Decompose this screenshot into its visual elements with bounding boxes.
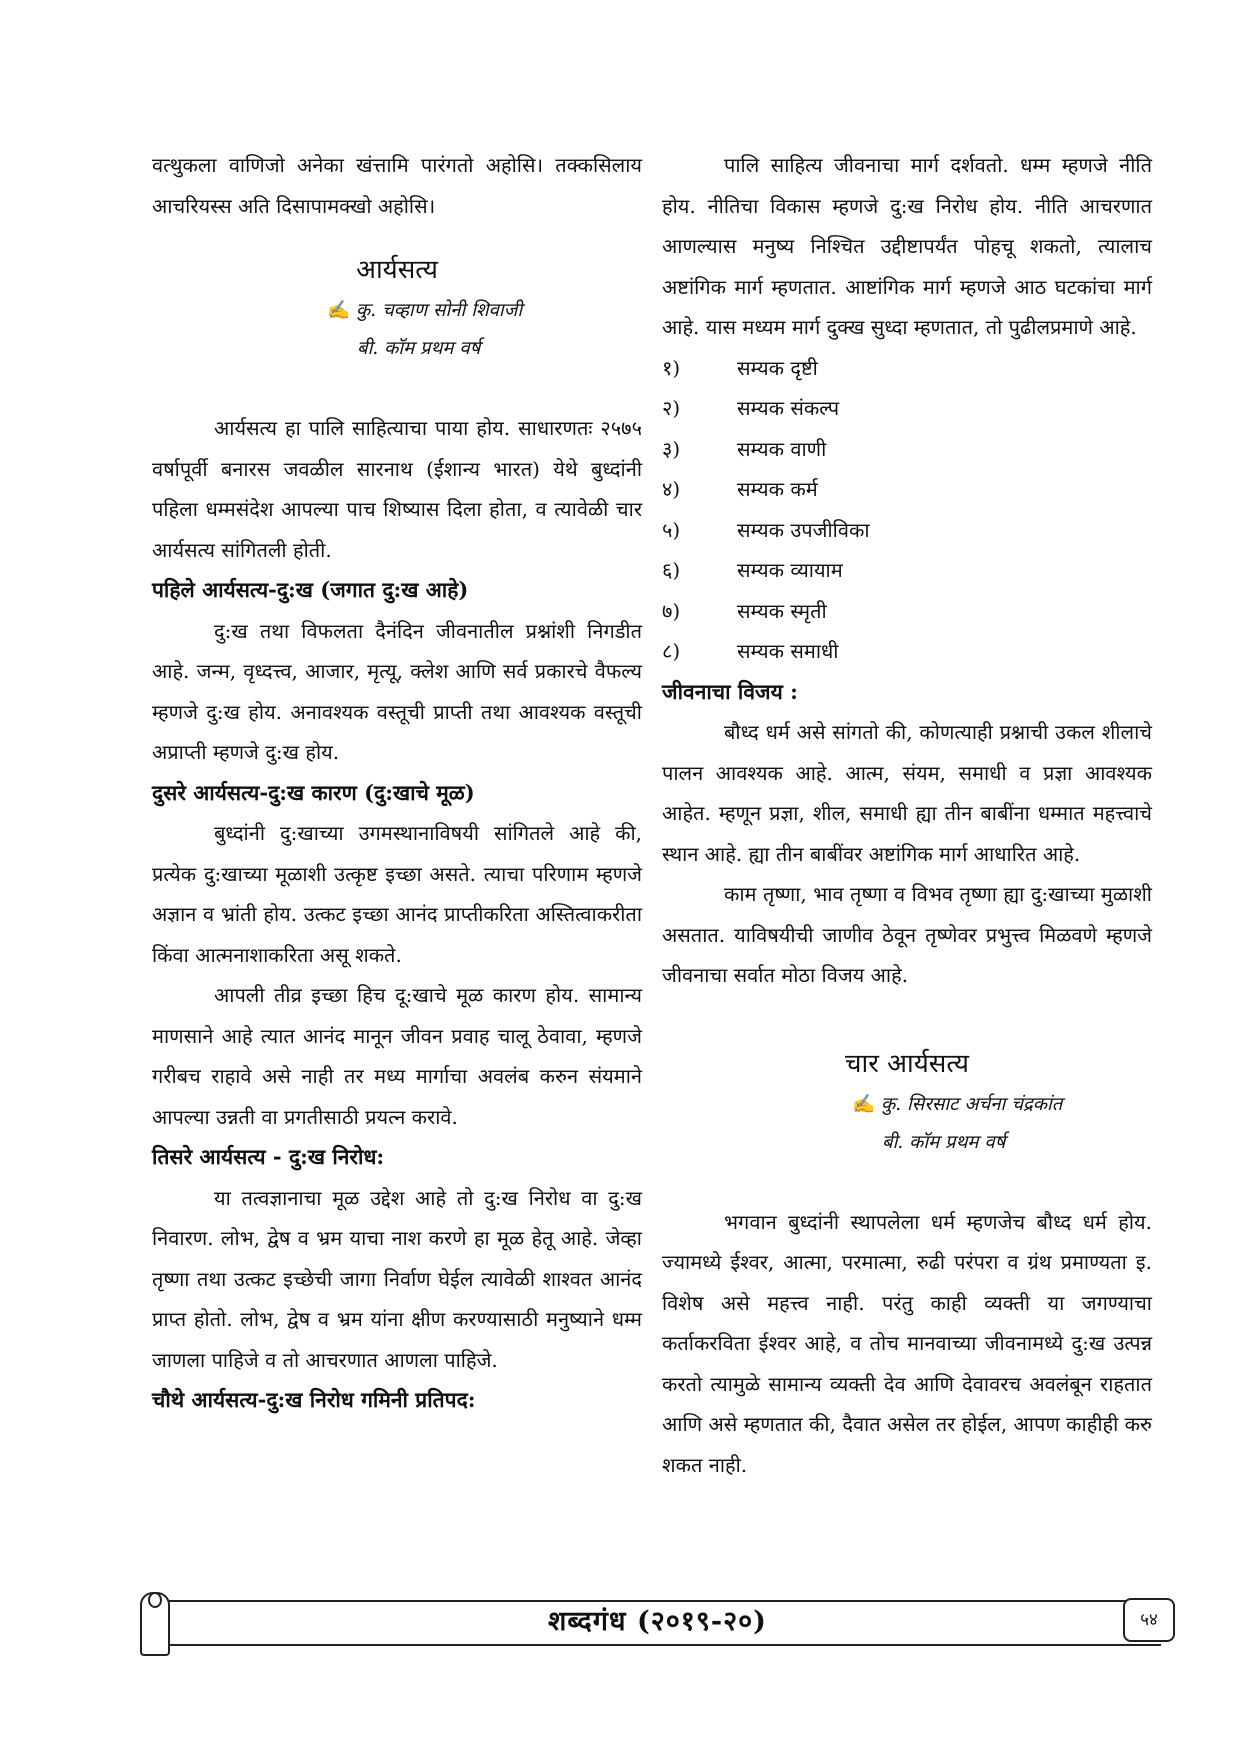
section-heading: चौथे आर्यसत्य-दु:ख निरोध गमिनी प्रतिपद: (152, 1387, 476, 1412)
article-title-char-aryasatya: चार आर्यसत्य (845, 1048, 969, 1079)
list-item: ८) सम्यक समाधी (662, 639, 839, 663)
author-line (152, 292, 642, 330)
paragraph: काम तृष्णा, भाव तृष्णा व विभव तृष्णा ह्या दु:खाच्या मुळाशी असतात. याविषयीची जाणीव ठेवून तृष्णेवर प्रभुत्त्व मिळवणे म्हणजे जीवनाचा सर्वात मोठा विजय आहे. (662, 882, 1152, 987)
pen-icon: ✍ (327, 300, 351, 321)
paragraph: या तत्वज्ञानाचा मूळ उद्देश आहे तो दु:ख निरोध वा दु:ख निवारण. लोभ, द्वेष व भ्रम याचा नाश करणे हा मूळ हेतू आहे. जेव्हा तृष्णा तथा उत्कट इच्छेची जागा निर्वाण घेईल त्यावेळी शाश्वत आनंद प्राप्त होतो. लोभ, द्वेष व भ्रम यांना क्षीण करण्यासाठी मनुष्याने धम्म जाणला पाहिजे व तो आचरणात आणला पाहिजे. (152, 1185, 642, 1372)
list-item: ७) सम्यक स्मृती (662, 598, 827, 623)
list-item: ५) सम्यक उपजीविका (662, 517, 870, 542)
list-item: २) सम्यक संकल्प (662, 396, 840, 420)
section-heading: जीवनाचा विजय : (662, 678, 798, 704)
right-column (662, 145, 1152, 1485)
article-title-aryasatya: आर्यसत्य (356, 255, 438, 285)
paragraph: बौध्द धर्म असे सांगतो की, कोणत्याही प्रश्नाची उकल शीलाचे पालन आवश्यक आहे. आत्म, संयम, समाधी व प्रज्ञा आवश्यक आहेत. म्हणून प्रज्ञा, शील, समाधी ह्या तीन बाबींना धम्मात महत्त्वाचे स्थान आहे. ह्या तीन बाबींवर अष्टांगिक मार्ग आधारित आहे. (662, 720, 1152, 866)
paragraph: बुध्दांनी दु:खाच्या उगमस्थानाविषयी सांगितले आहे की, प्रत्येक दु:खाच्या मूळाशी उत्कृष्ट इच्छा असते. त्याचा परिणाम म्हणजे अज्ञान व भ्रांती होय. उत्कट इच्छा आनंद प्राप्तीकरिता अस्तित्वाकरीता किंवा आत्मनाशाकरिता असू शकते. (152, 821, 642, 967)
author-name: कु. चव्हाण सोनी शिवाजी (356, 300, 523, 321)
list-item: १) सम्यक दृष्टी (662, 355, 818, 380)
left-column (152, 145, 642, 1421)
eightfold-path-list (662, 348, 1152, 672)
author-class: बी. कॉम प्रथम वर्ष (882, 1131, 1006, 1153)
paragraph: दु:ख तथा विफलता दैनंदिन जीवनातील प्रश्नांशी निगडीत आहे. जन्म, वृध्दत्त्व, आजार, मृत्यू, क्लेश आणि सर्व प्रकारचे वैफल्य म्हणजे दु:ख होय. अनावश्यक वस्तूची प्राप्ती तथा आवश्यक वस्तूची अप्राप्ती म्हणजे दु:ख होय. (152, 618, 642, 764)
intro-text: वत्थुकला वाणिजो अनेका खंत्तामि पारंगतो अहोसि। तक्कसिलाय आचरियस्स अति दिसापामक्खो अहोसि। (152, 153, 642, 218)
author-line (662, 1086, 1152, 1124)
paragraph: आपली तीव्र इच्छा हिच दू:खाचे मूळ कारण होय. सामान्य माणसाने आहे त्यात आनंद मानून जीवन प्रवाह चालू ठेवावा, म्हणजे गरीबच राहावे असे नाही तर मध्य मार्गाचा अवलंब करुन संयमाने आपल्या उन्नती वा प्रगतीसाठी प्रयत्न करावे. (152, 983, 642, 1129)
section-heading: दुसरे आर्यसत्य-दु:ख कारण (दु:खाचे मूळ) (152, 779, 475, 805)
pen-icon: ✍ (852, 1093, 876, 1115)
list-item: ३) सम्यक वाणी (662, 436, 827, 461)
list-item: ६) सम्यक व्यायाम (662, 558, 843, 582)
paragraph: आर्यसत्य हा पालि साहित्याचा पाया होय. साधारणतः २५७५ वर्षापूर्वी बनारस जवळील सारनाथ (ईशान्य भारत) येथे बुध्दांनी पहिला धम्मसंदेश आपल्या पाच शिष्यास दिला होता, व त्यावेळी चार आर्यसत्य सांगितली होती. (152, 416, 642, 562)
author-name: कु. सिरसाट अर्चना चंद्रकांत (881, 1093, 1063, 1115)
page-footer (140, 1592, 1175, 1652)
magazine-title: शब्दगंध (२०१९-२०) (548, 1606, 767, 1637)
list-item: ४) सम्यक कर्म (662, 477, 818, 501)
page-number: ५४ (1123, 1598, 1175, 1642)
paragraph: भगवान बुध्दांनी स्थापलेला धर्म म्हणजेच बौध्द धर्म होय. ज्यामध्ये ईश्वर, आत्मा, परमात्मा, रुढी परंपरा व ग्रंथ प्रमाण्यता इ. विशेष असे महत्त्व नाही. परंतु काही व्यक्ती या जगण्याचा कर्ताकरविता ईश्वर आहे, व तोच मानवाच्या जीवनामध्ये दु:ख उत्पन्न करतो त्यामुळे सामान्य व्यक्ती देव आणि देवावरच अवलंबून राहतात आणि असे म्हणतात की, दैवात असेल तर होईल, आपण काहीही करु शकत नाही. (662, 1209, 1152, 1477)
section-heading: पहिले आर्यसत्य-दु:ख (जगात दु:ख आहे) (152, 577, 469, 602)
paragraph: पालि साहित्य जीवनाचा मार्ग दर्शवतो. धम्म म्हणजे नीति होय. नीतिचा विकास म्हणजे दु:ख निरोध होय. नीति आचरणात आणल्यास मनुष्य निश्चित उद्दीष्टापर्यंत पोहचू शकतो, त्यालाच अष्टांगिक मार्ग म्हणतात. आष्टांगिक मार्ग म्हणजे आठ घटकांचा मार्ग आहे. यास मध्यम मार्ग दुक्ख सुध्दा म्हणतात, तो पुढीलप्रमाणे आहे. (662, 153, 1152, 339)
section-heading: तिसरे आर्यसत्य - दु:ख निरोध: (152, 1144, 385, 1169)
author-class: बी. कॉम प्रथम वर्ष (357, 338, 481, 359)
